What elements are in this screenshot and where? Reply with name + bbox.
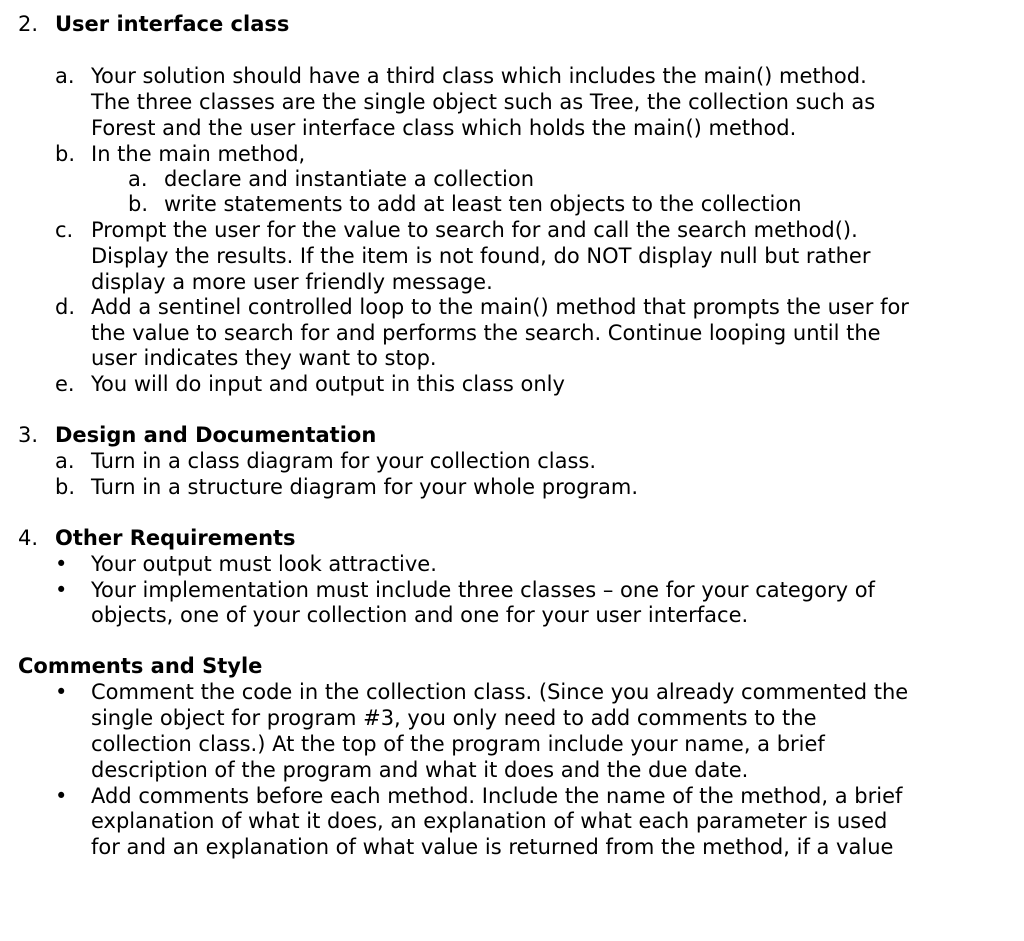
section-3-number: 3. (18, 423, 39, 447)
sub-item-marker: a. (128, 167, 148, 191)
bullet-text-line: Add comments before each method. Include the name of the method, a brief (91, 784, 903, 808)
item-marker: b. (55, 142, 76, 166)
section-4-heading: Other Requirements (55, 526, 296, 550)
item-marker: a. (55, 64, 75, 88)
item-text-line: You will do input and output in this class only (91, 372, 565, 396)
bullet-text-line: description of the program and what it does and the due date. (91, 758, 749, 782)
item-text-line: Turn in a class diagram for your collection class. (91, 449, 597, 473)
item-text-line: The three classes are the single object such as Tree, the collection such as (91, 90, 876, 114)
item-text-line: In the main method, (91, 142, 306, 166)
item-marker: b. (55, 475, 76, 499)
bullet-marker: • (55, 680, 68, 704)
comments-and-style-heading: Comments and Style (18, 654, 263, 678)
item-text-line: Prompt the user for the value to search for and call the search method(). (91, 218, 858, 242)
item-text-line: Turn in a structure diagram for your whole program. (91, 475, 639, 499)
item-text-line: Add a sentinel controlled loop to the main() method that prompts the user for (91, 295, 909, 319)
bullet-text-line: Your output must look attractive. (91, 552, 437, 576)
bullet-text-line: single object for program #3, you only need to add comments to the (91, 706, 817, 730)
item-text-line: Your solution should have a third class which includes the main() method. (91, 64, 867, 88)
bullet-text-line: collection class.) At the top of the program include your name, a brief (91, 732, 825, 756)
item-text-line: the value to search for and performs the search. Continue looping until the (91, 321, 881, 345)
item-text-line: Forest and the user interface class which holds the main() method. (91, 116, 797, 140)
bullet-text-line: objects, one of your collection and one for your user interface. (91, 603, 749, 627)
sub-item-text: declare and instantiate a collection (164, 167, 535, 191)
item-marker: e. (55, 372, 75, 396)
item-text-line: display a more user friendly message. (91, 270, 493, 294)
bullet-text-line: explanation of what it does, an explanation of what each parameter is used (91, 809, 888, 833)
section-2-number: 2. (18, 12, 39, 36)
item-marker: a. (55, 449, 75, 473)
bullet-text-line: Comment the code in the collection class. (Since you already commented the (91, 680, 909, 704)
section-4-number: 4. (18, 526, 39, 550)
item-text-line: user indicates they want to stop. (91, 346, 437, 370)
bullet-text-line: for and an explanation of what value is returned from the method, if a value (91, 835, 894, 859)
sub-item-marker: b. (128, 192, 149, 216)
bullet-marker: • (55, 784, 68, 808)
section-2-heading: User interface class (55, 12, 290, 36)
bullet-marker: • (55, 552, 68, 576)
item-marker: c. (55, 218, 74, 242)
item-marker: d. (55, 295, 76, 319)
bullet-text-line: Your implementation must include three classes – one for your category of (91, 578, 875, 602)
bullet-marker: • (55, 578, 68, 602)
sub-item-text: write statements to add at least ten objects to the collection (164, 192, 802, 216)
item-text-line: Display the results. If the item is not found, do NOT display null but rather (91, 244, 871, 268)
section-3-heading: Design and Documentation (55, 423, 377, 447)
